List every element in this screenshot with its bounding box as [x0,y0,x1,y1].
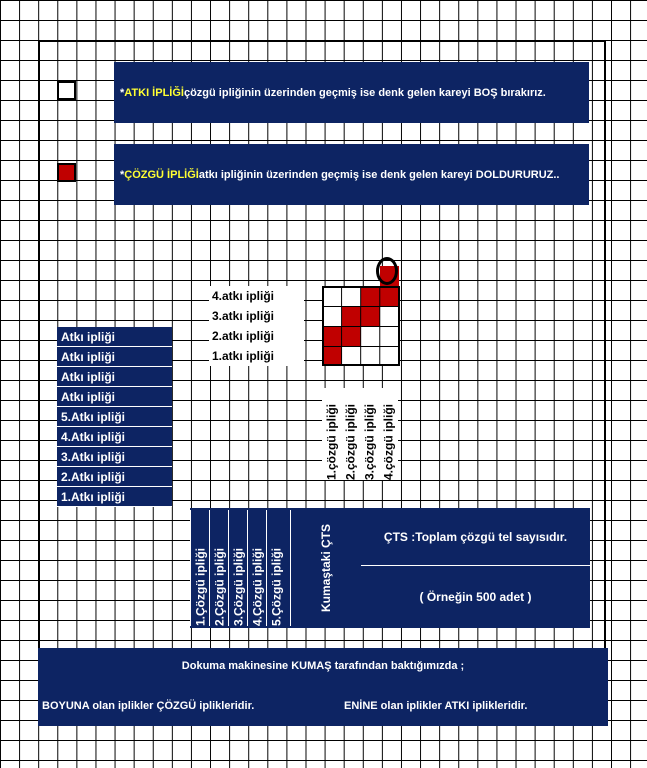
list-item: 2.Atkı ipliği [57,467,172,487]
bottom-warp-label: 1.Çözgü ipliği [190,510,210,626]
legend-filled-highlight: ÇÖZGÜ İPLİĞİ [124,168,199,181]
footer-title: Dokuma makinesine KUMAŞ tarafından baktığımızda ; [181,660,465,672]
list-item: Atkı ipliği [57,367,172,387]
cts-definition: ÇTS :Toplam çözgü tel sayısıdır. [361,508,590,566]
warp-label: 4.çözgü ipliği [379,388,398,480]
weave-grid-border [322,286,400,366]
warp-label: 1.çözgü ipliği [322,388,341,480]
weft-label: 3.atkı ipliği [209,306,304,326]
bottom-warp-label: 3.Çözgü ipliği [228,510,248,626]
legend-filled-prefix: * [120,168,125,181]
bottom-warp-label: 2.Çözgü ipliği [209,510,229,626]
empty-cell-swatch [57,81,76,100]
bottom-warp-label: 5.Çözgü ipliği [266,510,286,626]
list-item: 4.Atkı ipliği [57,427,172,447]
list-item: Atkı ipliği [57,387,172,407]
warp-label: 3.çözgü ipliği [360,388,379,480]
list-item: 1.Atkı ipliği [57,487,172,507]
weft-list [57,327,172,507]
weft-label: 4.atkı ipliği [209,286,304,306]
footer-panel [38,648,608,726]
cts-example: ( Örneğin 500 adet ) [419,590,532,604]
legend-empty-bar [114,62,589,123]
legend-empty-highlight: ATKI İPLİĞİ [124,86,184,99]
weft-label: 2.atkı ipliği [209,326,304,346]
list-item: 5.Atkı ipliği [57,407,172,427]
warp-label: 2.çözgü ipliği [341,388,360,480]
weft-label: 1.atkı ipliği [209,346,304,366]
filled-cell-swatch [57,163,76,182]
cts-vertical-label: Kumaştaki ÇTS [290,510,361,626]
legend-empty-text: çözgü ipliğinin üzerinden geçmiş ise denk gelen kareyi BOŞ bırakırız. [183,86,546,99]
footer-right-note: ENİNE olan iplikler ATKI iplikleridir. [344,700,528,712]
footer-left-note: BOYUNA olan iplikler ÇÖZGÜ iplikleridir. [42,700,255,712]
bottom-warp-label: 4.Çözgü ipliği [247,510,267,626]
legend-filled-text: atkı ipliğinin üzerinden geçmiş ise denk gelen kareyi DOLDURURUZ.. [198,168,560,181]
list-item: Atkı ipliği [57,347,172,367]
legend-filled-bar [114,144,589,205]
list-item: 3.Atkı ipliği [57,447,172,467]
list-item: Atkı ipliği [57,327,172,347]
legend-empty-prefix: * [120,86,125,99]
repeat-circle-marker [376,257,398,285]
